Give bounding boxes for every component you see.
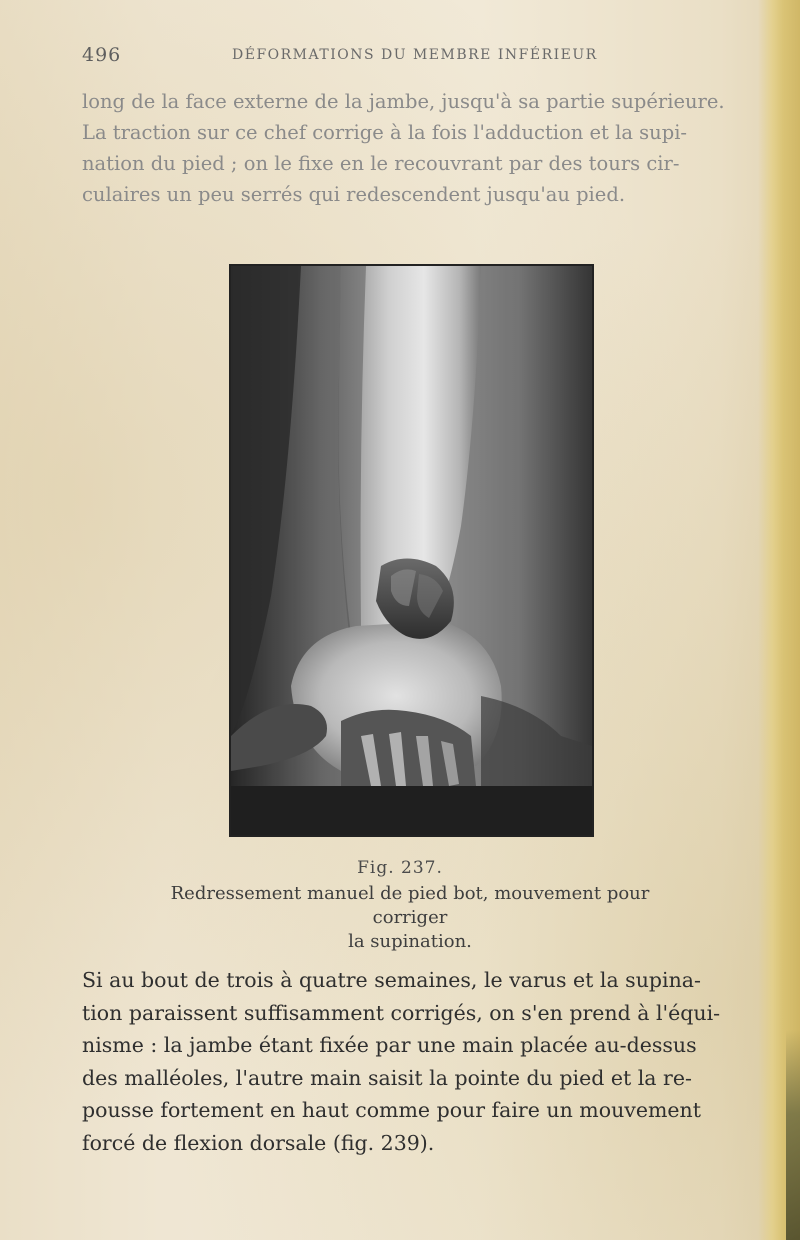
text-line: des malléoles, l'autre main saisit la pointe du pied et la re- — [82, 1065, 692, 1090]
text-line: long de la face externe de la jambe, jusqu'à sa partie supérieure. — [82, 90, 725, 113]
text-line: pousse fortement en haut comme pour faire un mouvement — [82, 1098, 701, 1122]
paper-edge-shadow — [786, 1030, 800, 1240]
figure-label: Fig. 237. — [357, 858, 443, 878]
photo-hand-correcting-foot — [231, 266, 592, 835]
text-line: forcé de flexion dorsale (fig. 239). — [82, 1130, 435, 1155]
page-header — [82, 44, 722, 74]
figure-photograph — [229, 264, 594, 837]
running-head: DÉFORMATIONS DU MEMBRE INFÉRIEUR — [232, 47, 598, 63]
text-line: tion paraissent suffisamment corrigés, on s'en prend à l'équi- — [82, 1000, 721, 1025]
caption-line: Redressement manuel de pied bot, mouvement pour corriger — [170, 883, 650, 928]
text-line: culaires un peu serrés qui redescendent jusqu'au pied. — [82, 183, 626, 206]
figure-caption — [150, 882, 670, 954]
page-number: 496 — [82, 44, 122, 66]
text-line: nation du pied ; on le fixe en le recouvrant par des tours cir- — [82, 152, 680, 175]
paragraph-top — [82, 86, 732, 210]
text-line: Si au bout de trois à quatre semaines, le varus et la supina- — [82, 968, 701, 992]
caption-line: la supination. — [348, 931, 472, 952]
text-line: La traction sur ce chef corrige à la fois l'adduction et la supi- — [82, 121, 688, 144]
paragraph-bottom — [82, 964, 732, 1159]
text-line: nisme : la jambe étant fixée par une main placée au-dessus — [82, 1033, 697, 1057]
